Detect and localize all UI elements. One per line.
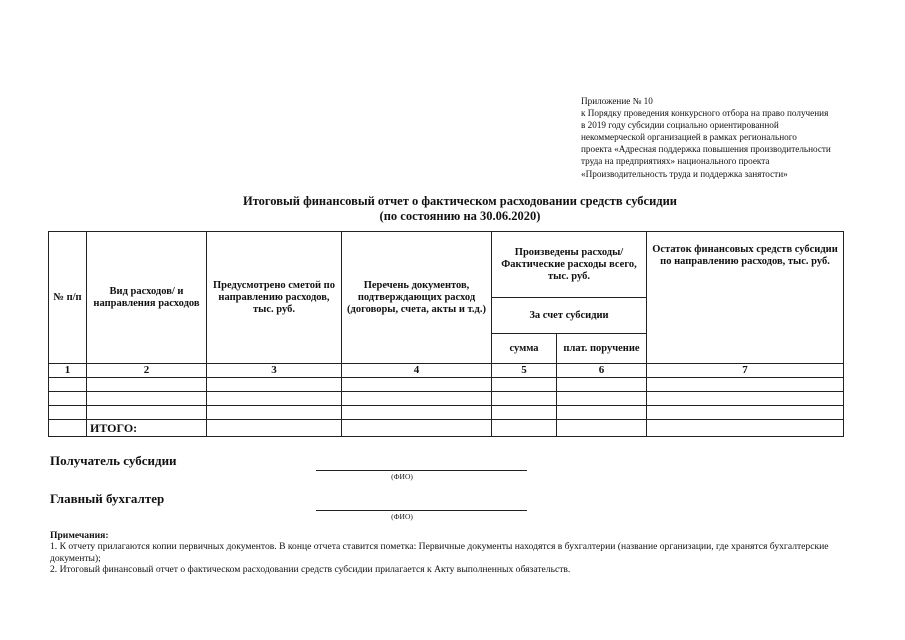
column-number: 1 xyxy=(49,364,87,378)
table-row xyxy=(49,392,844,406)
recipient-label: Получатель субсидии xyxy=(50,453,177,468)
header-subsidy: За счет субсидии xyxy=(492,298,647,334)
total-row xyxy=(49,420,844,437)
accountant-label: Главный бухгалтер xyxy=(50,491,165,506)
report-date-line: (по состоянию на 30.06.2020) xyxy=(379,209,541,223)
recipient-signature-line xyxy=(316,470,527,471)
notes-title: Примечания: xyxy=(50,530,109,541)
column-number: 6 xyxy=(557,364,647,378)
appendix-line: проекта «Адресная поддержка повышения производительности xyxy=(581,144,831,155)
header-planned: Предусмотрено сметой по направлению расходов, тыс. руб. xyxy=(207,232,342,364)
note-item: 1. К отчету прилагаются копии первичных документов. В конце отчета ставится пометка: Первичные документы находятся в бухгалтерии (название организации, где хранятся бухгалтерские документы); xyxy=(50,541,829,564)
header-produced: Произведены расходы/Фактические расходы всего, тыс. руб. xyxy=(492,232,647,298)
report-table xyxy=(48,231,844,437)
header-sum: сумма xyxy=(492,334,557,364)
report-title xyxy=(180,194,740,224)
notes-block xyxy=(50,530,870,576)
appendix-line: «Производительность труда и поддержка занятости» xyxy=(581,168,788,179)
column-number: 2 xyxy=(87,364,207,378)
column-number: 4 xyxy=(342,364,492,378)
appendix-line: Приложение № 10 xyxy=(581,96,653,106)
header-payment-order: плат. поручение xyxy=(557,334,647,364)
appendix-line: некоммерческой организацией в рамках регионального xyxy=(581,132,797,143)
recipient-fio-hint: (ФИО) xyxy=(391,472,413,481)
appendix-block xyxy=(581,95,886,180)
appendix-line: труда на предприятиях» национального проекта xyxy=(581,156,770,167)
header-remainder: Остаток финансовых средств субсидии по направлению расходов, тыс. руб. xyxy=(647,232,844,364)
header-number: № п/п xyxy=(49,232,87,364)
accountant-signature-line xyxy=(316,510,527,511)
appendix-line: в 2019 году субсидии социально ориентированной xyxy=(581,120,779,131)
report-title-line: Итоговый финансовый отчет о фактическом расходовании средств субсидии xyxy=(242,194,678,208)
header-documents: Перечень документов, подтверждающих расход (договоры, счета, акты и т.д.) xyxy=(342,232,492,364)
table-row xyxy=(49,378,844,392)
column-number: 7 xyxy=(647,364,844,378)
accountant-fio-hint: (ФИО) xyxy=(391,512,413,521)
note-item: 2. Итоговый финансовый отчет о фактическом расходовании средств субсидии прилагается к Акту выполненных обязательств. xyxy=(50,564,571,576)
appendix-line: к Порядку проведения конкурсного отбора на право получения xyxy=(581,108,829,119)
column-number: 5 xyxy=(492,364,557,378)
header-expense-type: Вид расходов/ и направления расходов xyxy=(87,232,207,364)
column-number: 3 xyxy=(207,364,342,378)
column-numbers-row xyxy=(49,364,844,378)
table-row xyxy=(49,406,844,420)
total-label: ИТОГО: xyxy=(87,420,207,437)
